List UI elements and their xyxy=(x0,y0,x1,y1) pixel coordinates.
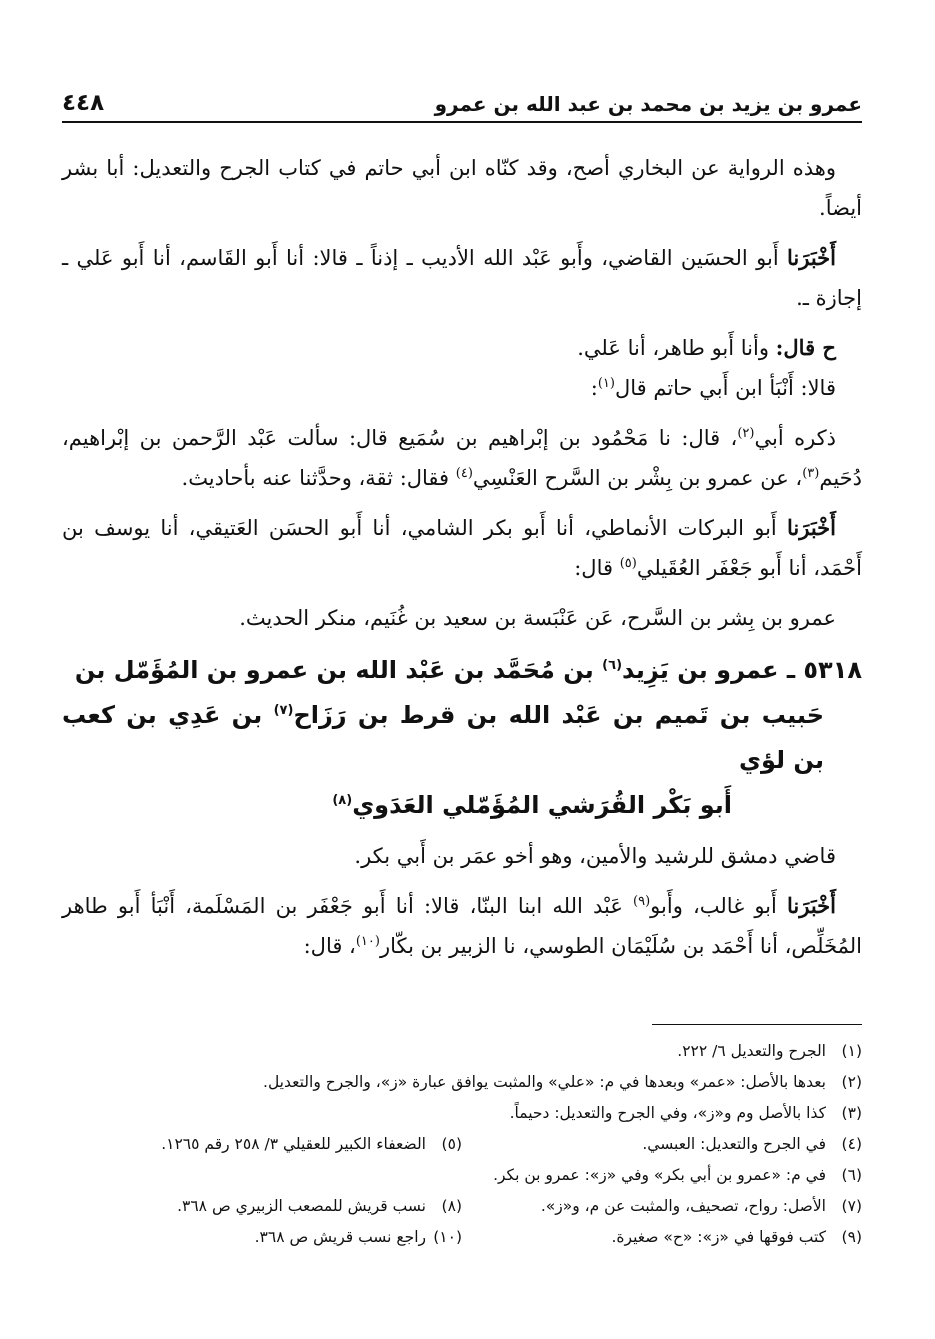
footnote xyxy=(62,1160,862,1191)
paragraph-text: وهذه الرواية عن البخاري أصح، وقد كنّاه ابن أبي حاتم في كتاب الجرح والتعديل: أبا بشر أيضاً. xyxy=(62,156,862,220)
footnote-text: نسب قريش للمصعب الزبيري ص ٣٦٨. xyxy=(177,1197,426,1215)
header-rule xyxy=(62,121,862,123)
paragraph-text: أَبو غالب، وأَبو xyxy=(650,894,788,918)
footnote-number: (٣) xyxy=(841,1104,862,1122)
paragraph-text: قالا: أَنْبَأ ابن أَبي حاتم قال xyxy=(614,376,836,400)
footnote-number: (١٠) xyxy=(433,1228,462,1246)
footnote-text: الأصل: رواح، تصحيف، والمثبت عن م، و«ز». xyxy=(540,1197,826,1215)
footnote-ref: (١) xyxy=(597,376,615,391)
paragraph xyxy=(62,418,862,498)
entry-text: بن مُحَمَّد بن عَبْد الله بن عمرو بن المُؤَمّل بن xyxy=(74,656,603,684)
paragraph xyxy=(62,148,862,228)
footnote-text: الجرح والتعديل ٦/ ٢٢٢. xyxy=(677,1042,826,1060)
entry-line xyxy=(62,693,862,783)
entry-text: أَبو بَكْر القُرَشي المُؤَمّلي العَدَوي xyxy=(352,791,732,819)
footnote-number: (١) xyxy=(841,1042,862,1060)
keyword: ح قال: xyxy=(775,335,836,360)
footnotes xyxy=(62,1036,862,1253)
footnote-pair xyxy=(62,1129,862,1160)
footnote-pair xyxy=(62,1222,862,1253)
footnote-ref: (٨) xyxy=(332,793,353,808)
entry-text: ٥٣١٨ ـ عمرو بن يَزِيد xyxy=(622,656,862,684)
paragraph-text: ، عن عمرو بن بِشْر بن السَّرح العَنْسِي xyxy=(472,466,803,490)
footnote-number: (٩) xyxy=(841,1228,862,1246)
paragraph xyxy=(62,328,862,368)
paragraph-text: عمرو بن بِشر بن السَّرح، عَن عَنْبَسة بن سعيد بن غُنَيم، منكر الحديث. xyxy=(239,606,836,630)
paragraph-text: ، قال: xyxy=(303,934,356,958)
paragraph-text: ذكره أبي xyxy=(754,426,837,450)
paragraph-text: فقال: ثقة، وحدَّثنا عنه بأحاديث. xyxy=(181,466,456,490)
footnote xyxy=(62,1098,862,1129)
entry-line xyxy=(62,783,862,828)
footnote xyxy=(462,1129,862,1160)
entry-text: بن عَدِي بن كعب بن لؤي xyxy=(62,701,824,774)
footnote-text: راجع نسب قريش ص ٣٦٨. xyxy=(254,1228,426,1246)
keyword: أَخْبَرَنا xyxy=(787,893,836,918)
footnote-number: (٥) xyxy=(441,1135,462,1153)
footnote-text: في الجرح والتعديل: العبسي. xyxy=(642,1135,826,1153)
main-text xyxy=(62,148,862,966)
footnote xyxy=(462,1191,862,1222)
footnote-ref: (٦) xyxy=(602,658,623,673)
keyword: أَخْبَرَنا xyxy=(787,245,836,270)
footnote-number: (٢) xyxy=(841,1073,862,1091)
page-number: ٤٤٨ xyxy=(62,90,105,116)
footnote xyxy=(462,1222,862,1253)
footnote-text: بعدها بالأصل: «عمر» وبعدها في م: «علي» والمثبت يوافق عبارة «ز»، والجرح والتعديل. xyxy=(263,1073,826,1091)
footnote-text: كذا بالأصل وم و«ز»، وفي الجرح والتعديل: دحيماً. xyxy=(509,1104,826,1122)
footnote-ref: (٢) xyxy=(737,426,755,441)
footnote-number: (٨) xyxy=(441,1197,462,1215)
footnote-pair xyxy=(62,1191,862,1222)
footnote-ref: (٩) xyxy=(633,894,651,909)
running-title: عمرو بن يزيد بن محمد بن عبد الله بن عمرو xyxy=(434,92,862,116)
footnote-number: (٦) xyxy=(841,1166,862,1184)
paragraph xyxy=(62,238,862,318)
paragraph xyxy=(62,886,862,966)
paragraph-text: عَبْد الله ابنا البنّا، قالا: أنا أَبو جَعْفَر بن المَسْلَمة، أَنْبَأ أَبو طاهر المُخَلِّص، أنا أَحْمَد بن سُلَيْمَان الطوسي، نا الزبير بن بكّار xyxy=(62,894,862,958)
paragraph-text: وأنا أَبو طاهر، أنا عَلي. xyxy=(577,336,776,360)
footnote xyxy=(62,1036,862,1067)
footnote xyxy=(62,1067,862,1098)
paragraph-text: أَبو البركات الأنماطي، أنا أَبو بكر الشامي، أنا أَبو الحسَن العَتيقي، أنا يوسف بن أَحْمَد، أنا أَبو جَعْفَر العُقَيلي xyxy=(62,516,862,580)
footnote-ref: (٥) xyxy=(619,556,637,571)
footnote-ref: (٧) xyxy=(273,703,294,718)
footnote-number: (٧) xyxy=(841,1197,862,1215)
page-header xyxy=(62,82,862,116)
footnote-text: الضعفاء الكبير للعقيلي ٣/ ٢٥٨ رقم ١٢٦٥. xyxy=(161,1135,426,1153)
footnote-rule xyxy=(652,1024,862,1025)
entry-heading xyxy=(62,648,862,828)
paragraph-text: قال: xyxy=(574,556,620,580)
footnote-ref: (٤) xyxy=(455,466,473,481)
paragraph xyxy=(62,508,862,588)
paragraph xyxy=(62,368,862,408)
footnote-text: في م: «عمرو بن أبي بكر» وفي «ز»: عمرو بن بكر. xyxy=(493,1166,826,1184)
paragraph-text: : xyxy=(590,376,598,400)
footnote xyxy=(161,1129,462,1160)
footnote xyxy=(255,1222,462,1253)
footnote-number: (٤) xyxy=(841,1135,862,1153)
paragraph xyxy=(62,836,862,876)
paragraph-text: قاضي دمشق للرشيد والأمين، وهو أخو عمَر بن أَبي بكر. xyxy=(354,844,836,868)
paragraph-text: ، قال: نا مَحْمُود بن إبْراهيم بن سُمَيع قال: سألت عَبْد الرَّحمن بن إبْراهيم، دُحَيم xyxy=(62,426,862,490)
footnote-ref: (١٠) xyxy=(355,934,380,949)
keyword: أَخْبَرَنا xyxy=(787,515,836,540)
footnote-ref: (٣) xyxy=(802,466,820,481)
footnote xyxy=(177,1191,462,1222)
paragraph xyxy=(62,598,862,638)
footnote-text: كتب فوقها في «ز»: «ح» صغيرة. xyxy=(611,1228,826,1246)
paragraph-text: أَبو الحسَين القاضي، وأَبو عَبْد الله الأديب ـ إذناً ـ قالا: أنا أَبو القَاسم، أنا أَبو عَلي ـ إجازة ـ. xyxy=(62,246,862,310)
entry-text: حَبيب بن تَميم بن عَبْد الله بن قرط بن رَزَاح xyxy=(293,701,824,729)
